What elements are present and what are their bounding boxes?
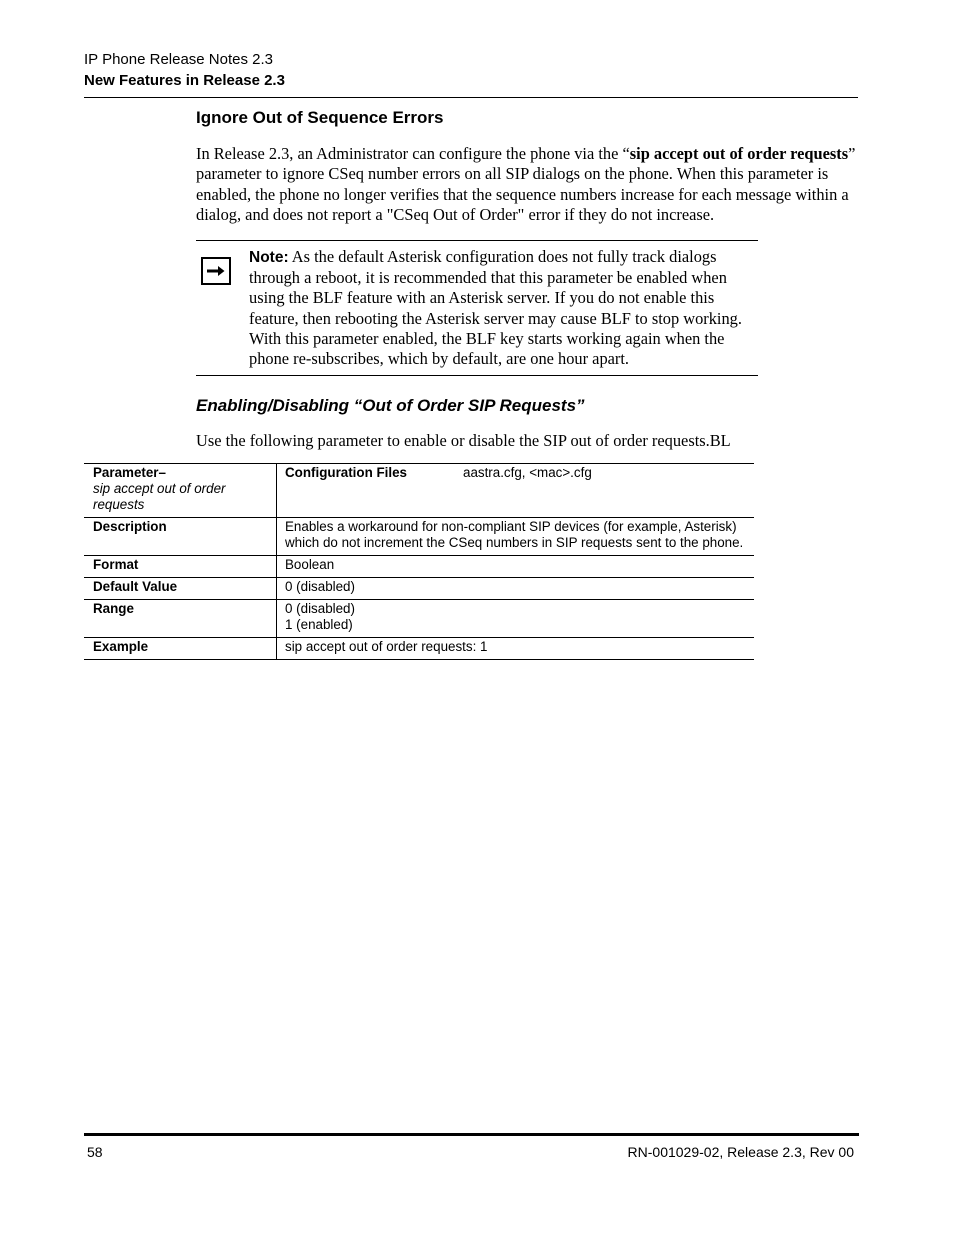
range-value-0: 0 (disabled) <box>285 601 355 616</box>
footer-rule <box>84 1133 859 1136</box>
intro-text-post: ” parameter to ignore CSeq number errors on all SIP dialogs on the phone. When this parameter is enabled, the phone no longer verifies that the sequence numbers increase for each message within a dialog, and does not report a "CSeq Out of Order" error if they do not increase. <box>196 144 856 224</box>
table-row <box>84 600 754 638</box>
header-doc-title: IP Phone Release Notes 2.3 <box>84 51 274 68</box>
range-label: Range <box>84 600 277 638</box>
range-value-1: 1 (enabled) <box>285 617 353 632</box>
section-heading-enable-disable: Enabling/Disabling “Out of Order SIP Requests” <box>196 396 585 415</box>
param-name: sip accept out of order requests <box>93 481 226 512</box>
section-heading-ignore-errors: Ignore Out of Sequence Errors <box>196 108 444 127</box>
note-text <box>249 247 758 369</box>
header-section-title: New Features in Release 2.3 <box>84 72 285 89</box>
default-value: 0 (disabled) <box>277 578 755 600</box>
parameter-table <box>84 463 754 660</box>
range-cell <box>277 600 755 638</box>
table-row <box>84 556 754 578</box>
param-label-cell <box>84 464 277 518</box>
intro-text-pre: In Release 2.3, an Administrator can configure the phone via the “ <box>196 144 630 163</box>
default-value-label: Default Value <box>84 578 277 600</box>
example-label: Example <box>84 638 277 660</box>
note-label: Note: <box>249 249 289 266</box>
config-files-cell <box>277 464 755 518</box>
footer-doc-id: RN-001029-02, Release 2.3, Rev 00 <box>627 1144 854 1160</box>
note-body: As the default Asterisk configuration does not fully track dialogs through a reboot, it is recommended that this parameter be enabled when using the BLF feature with an Asterisk server. If you do not enable this feature, then rebooting the Asterisk server may cause BLF to stop working. With this parameter enabled, the BLF key starts working again when the phone re-subscribes, which by default, are one hour apart. <box>249 247 742 369</box>
intro-paragraph <box>196 144 858 225</box>
description-label: Description <box>84 518 277 556</box>
footer-page-number: 58 <box>87 1144 103 1160</box>
arrow-right-icon <box>201 257 231 285</box>
param-label: Parameter– <box>93 465 166 480</box>
table-row <box>84 578 754 600</box>
format-value: Boolean <box>277 556 755 578</box>
config-files-value: aastra.cfg, <mac>.cfg <box>463 465 592 480</box>
usage-paragraph: Use the following parameter to enable or disable the SIP out of order requests.BL <box>196 431 731 450</box>
intro-param-name: sip accept out of order requests <box>629 144 849 163</box>
table-row <box>84 464 754 518</box>
table-row <box>84 638 754 660</box>
example-value: sip accept out of order requests: 1 <box>277 638 755 660</box>
note-box <box>196 240 758 376</box>
table-row <box>84 518 754 556</box>
format-label: Format <box>84 556 277 578</box>
header-rule <box>84 97 858 98</box>
config-files-label: Configuration Files <box>285 465 407 480</box>
description-value: Enables a workaround for non-compliant SIP devices (for example, Asterisk) which do not increment the CSeq numbers in SIP requests sent to the phone. <box>277 518 755 556</box>
